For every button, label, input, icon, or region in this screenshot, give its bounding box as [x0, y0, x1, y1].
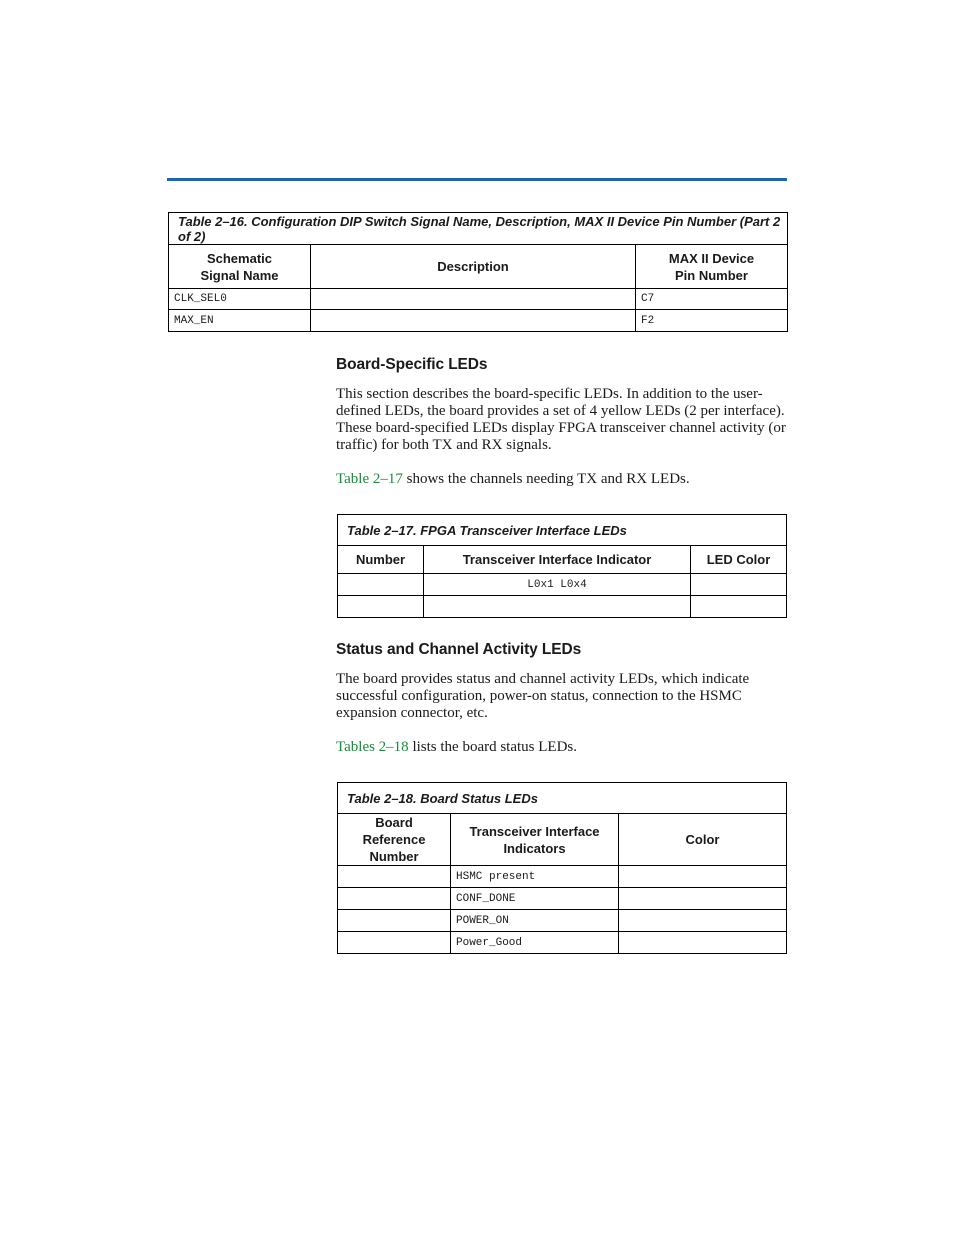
table-cell: MAX_EN [169, 310, 311, 332]
table-cell [311, 310, 636, 332]
column-header: Transceiver Interface Indicator [424, 546, 691, 574]
table-cell: C7 [636, 289, 788, 310]
column-header: Number [338, 546, 424, 574]
table-cell [338, 910, 451, 932]
table-2-17 [337, 514, 787, 618]
table-caption: Table 2–16. Configuration DIP Switch Signal Name, Description, MAX II Device Pin Number (Part 2 of 2) [169, 213, 788, 245]
table-cell [338, 888, 451, 910]
table-row [169, 310, 788, 332]
table-cell [338, 866, 451, 888]
table-caption: Table 2–17. FPGA Transceiver Interface LEDs [338, 515, 787, 546]
table-cell [619, 888, 787, 910]
table-cell: POWER_ON [451, 910, 619, 932]
table-cell [619, 866, 787, 888]
column-header: Color [619, 814, 787, 866]
table-cell [338, 596, 424, 618]
table-cell [619, 910, 787, 932]
table-link[interactable]: Table 2–17 [336, 471, 403, 487]
table-cell: Power_Good [451, 932, 619, 954]
table-cell: F2 [636, 310, 788, 332]
table-row [169, 289, 788, 310]
table-2-16 [168, 212, 788, 332]
table-cell [691, 574, 787, 596]
table-row [338, 596, 787, 618]
table-cell: CONF_DONE [451, 888, 619, 910]
section-heading: Status and Channel Activity LEDs [336, 641, 582, 658]
column-header: Description [311, 245, 636, 289]
section-paragraph: The board provides status and channel activity LEDs, which indicate successful configuration, power-on status, connection to the HSMC expansion connector, etc. [336, 671, 750, 721]
column-header: Board Reference Number [338, 814, 451, 866]
table-cell [338, 574, 424, 596]
table-caption: Table 2–18. Board Status LEDs [338, 783, 787, 814]
section-reference: Tables 2–18 lists the board status LEDs. [336, 739, 578, 755]
column-header: Transceiver Interface Indicators [451, 814, 619, 866]
table-row [338, 866, 787, 888]
table-cell [424, 596, 691, 618]
table-link[interactable]: Tables 2–18 [336, 739, 409, 755]
column-header: MAX II Device Pin Number [636, 245, 788, 289]
column-header: Schematic Signal Name [169, 245, 311, 289]
table-cell: L0x1 L0x4 [424, 574, 691, 596]
table-cell [338, 932, 451, 954]
table-row [338, 932, 787, 954]
table-2-18 [337, 782, 787, 954]
table-row [338, 910, 787, 932]
table-cell: HSMC present [451, 866, 619, 888]
table-row [338, 574, 787, 596]
column-header: LED Color [691, 546, 787, 574]
table-cell [691, 596, 787, 618]
section-reference: Table 2–17 shows the channels needing TX and RX LEDs. [336, 471, 690, 487]
header-rule [167, 178, 787, 181]
table-cell [619, 932, 787, 954]
section-paragraph: This section describes the board-specific LEDs. In addition to the user-defined LEDs, the board provides a set of 4 yellow LEDs (2 per interface). These board-specified LEDs display FPGA transceiver channel activity (or traffic) for both TX and RX signals. [336, 386, 786, 453]
table-cell: CLK_SEL0 [169, 289, 311, 310]
table-row [338, 888, 787, 910]
section-heading: Board-Specific LEDs [336, 356, 488, 373]
table-cell [311, 289, 636, 310]
